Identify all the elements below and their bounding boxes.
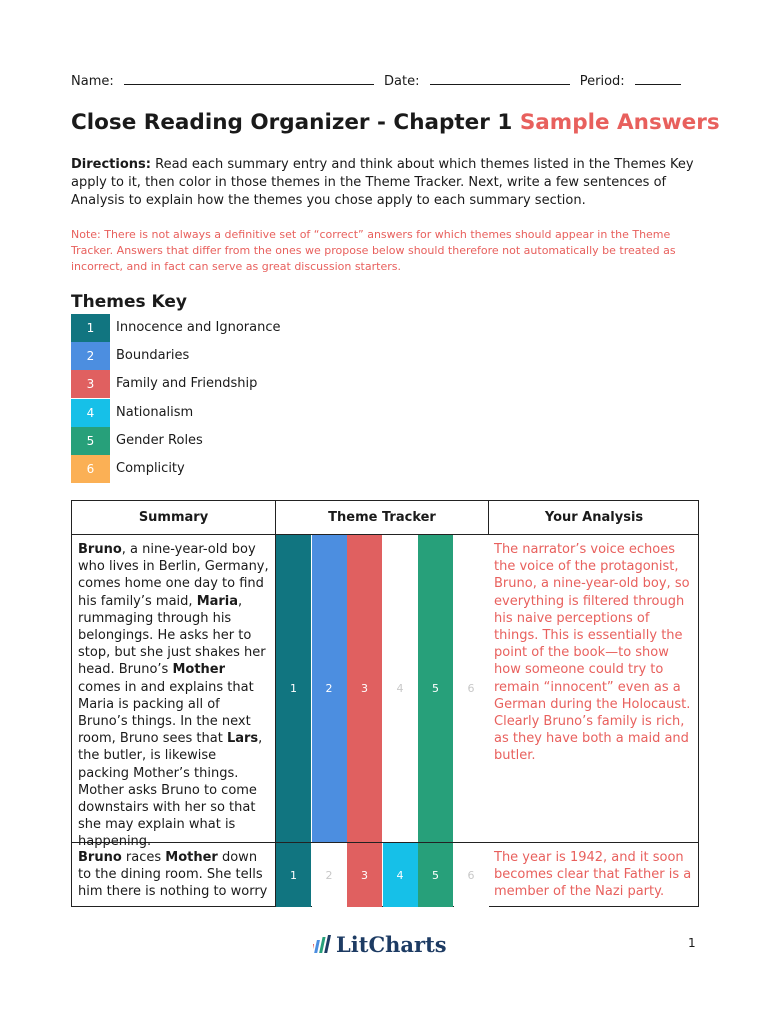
note: Note: There is not always a definitive set of “correct” answers for which themes should appear in the Theme Tracker. Answers that differ from the ones we propose below should therefore not automatically be treated as incorrect, and in fact can serve as great discussion starters. [71,228,676,273]
theme-key-item [71,314,471,342]
theme-key-item [71,399,471,427]
theme-bar-2[interactable]: 2 [312,535,347,842]
theme-bar-6[interactable]: 6 [454,843,489,907]
theme-swatch: 2 [71,342,110,370]
summary-cell [78,849,270,901]
theme-label: Family and Friendship [116,376,258,392]
theme-key-item [71,427,471,455]
character-name: Bruno [78,542,122,557]
litcharts-logo [313,928,447,960]
period-label: Period: [579,74,625,89]
header-summary: Summary [138,510,209,525]
directions-label: Directions: [71,157,151,172]
theme-bar-4[interactable]: 4 [383,843,418,907]
character-name: Mother [172,662,226,678]
date-blank[interactable] [430,72,570,85]
theme-key-item [71,342,471,370]
theme-label: Nationalism [116,404,194,420]
theme-bar-5[interactable]: 5 [418,843,453,907]
title-main: Close Reading Organizer - Chapter 1 [71,110,513,135]
theme-bar-3[interactable]: 3 [347,843,382,907]
summary-text: comes in and explains that Maria is packing all of Bruno’s things. In the next room, Bruno sees that [78,679,254,747]
summary-text: , a nine-year-old boy who lives in Berlin, Germany, comes home one day to find his family’s maid, [78,542,269,609]
theme-bar-3[interactable]: 3 [347,535,382,842]
organizer-table [71,500,699,907]
name-label: Name: [71,74,114,89]
theme-key-item [71,455,471,483]
themes-key-title: Themes Key [71,292,187,312]
theme-swatch: 1 [71,314,110,342]
summary-text: , rummaging through his belongings. He asks her to stop, but she just shakes her head. Bruno’s [78,593,266,678]
name-blank[interactable] [124,72,374,85]
character-name: Bruno [78,850,122,865]
theme-swatch: 4 [71,399,110,427]
page-number: 1 [688,936,696,950]
header-theme-tracker: Theme Tracker [328,510,436,525]
theme-bar-1[interactable]: 1 [276,843,311,907]
analysis-cell[interactable]: The narrator’s voice echoes the voice of the protagonist, Bruno, a nine-year-old boy, so everything is filtered through his naive perceptions of things. This is essentially the point of the book—to show how someone could try to remain “innocent” even as a German during the Holocaust. Clearly Bruno’s family is rich, as they have both a maid and butler. [494,542,691,764]
summary-cell [78,541,270,851]
theme-label: Boundaries [116,348,190,364]
directions-text: Read each summary entry and think about which themes listed in the Themes Key apply to it, then color in those themes in the Theme Tracker. Next, write a few sentences of Analysis to explain how the themes you chose apply to each summary section. [71,157,694,208]
theme-swatch: 5 [71,427,110,455]
title-accent: Sample Answers [519,110,720,135]
character-name: Maria [196,593,239,609]
analysis-cell[interactable]: The year is 1942, and it soon becomes clear that Father is a member of the Nazi party. [494,850,692,900]
date-label: Date: [384,74,420,89]
theme-label: Gender Roles [116,432,203,448]
page-title [71,110,720,135]
summary-text: races [121,850,166,865]
header-fields [71,72,687,89]
litcharts-bars-icon [313,935,333,953]
header-your-analysis: Your Analysis [544,510,644,525]
theme-swatch: 3 [71,370,110,398]
summary-text: down to the dining room. She tells him there is nothing to worry [78,850,268,900]
theme-label: Complicity [116,461,185,476]
period-blank[interactable] [635,72,681,85]
theme-bar-2[interactable]: 2 [312,843,347,907]
theme-bar-5[interactable]: 5 [418,535,453,842]
theme-bar-6[interactable]: 6 [454,535,489,842]
theme-key-item [71,370,471,398]
theme-label: Innocence and Ignorance [116,320,281,335]
logo-text: LitCharts [336,931,447,957]
theme-swatch: 6 [71,455,110,483]
character-name: Mother [165,850,218,865]
theme-bar-1[interactable]: 1 [276,535,311,842]
character-name: Lars [226,731,259,747]
theme-bar-4[interactable]: 4 [383,535,418,842]
summary-text: , the butler, is likewise packing Mother’s things. Mother asks Bruno to come downstairs with her so that she may explain what is happening. [78,731,263,850]
directions [71,156,701,210]
